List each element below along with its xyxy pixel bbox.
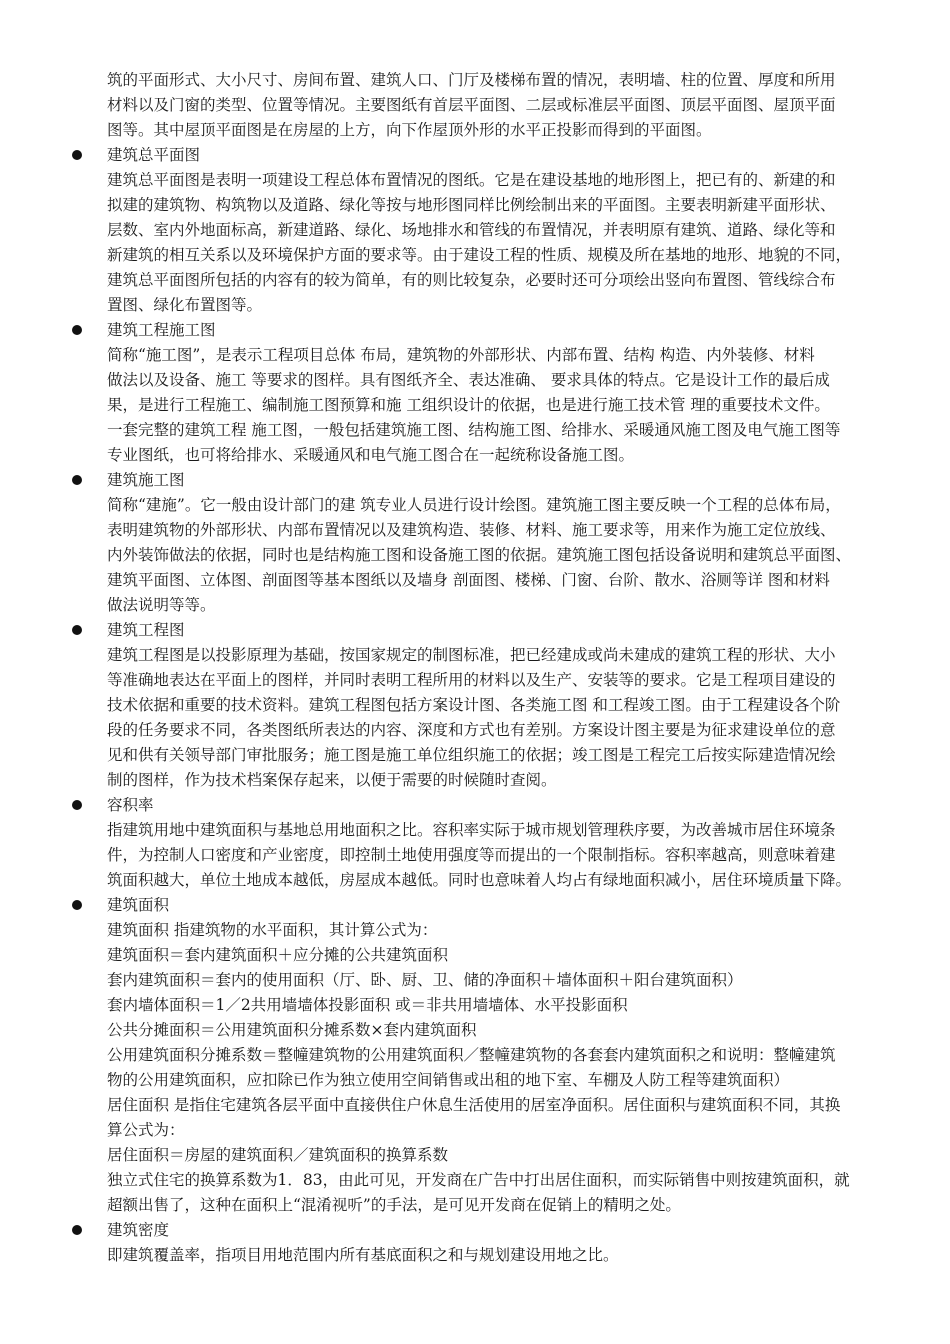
section-heading: 建筑工程施工图 <box>107 321 216 339</box>
section-heading: 建筑施工图 <box>107 471 185 489</box>
section-building-area <box>0 893 950 1214</box>
section-body <box>107 343 907 468</box>
text-line: 置图、绿化布置图等。 <box>107 296 263 314</box>
text-line: 超额出售了，这种在面积上“混淆视听”的手法，是可见开发商在促销上的精明之处。 <box>107 1196 681 1214</box>
text-line: 新建筑的相互关系以及环境保护方面的要求等。由于建设工程的性质、规模及所在基地的地形、地貌的不同， <box>107 246 852 264</box>
section-body <box>107 168 907 318</box>
text-line: 建筑面积＝套内建筑面积＋应分摊的公共建筑面积 <box>107 946 449 964</box>
section-heading: 建筑工程图 <box>107 621 185 639</box>
text-line: 筑面积越大，单位土地成本越低，房屋成本越低。同时也意味着人均占有绿地面积减小，居住环境质量下降。 <box>107 871 852 889</box>
text-line: 指建筑用地中建筑面积与基地总用地面积之比。容积率实际于城市规划管理秩序要，为改善城市居住环境条 <box>107 821 836 839</box>
text-line: 居住面积＝房屋的建筑面积／建筑面积的换算系数 <box>107 1146 449 1164</box>
text-line: 层数、室内外地面标高，新建道路、绿化、场地排水和管线的布置情况，并表明原有建筑、道路、绿化等和 <box>107 221 836 239</box>
text-line: 公用建筑面积分摊系数＝整幢建筑物的公用建筑面积／整幢建筑物的各套套内建筑面积之和说明：整幢建筑 <box>107 1046 836 1064</box>
section-engineering-drawings <box>0 618 950 789</box>
text-line: 一套完整的建筑工程 施工图，一般包括建筑施工图、结构施工图、给排水、采暖通风施工图及电气施工图等 <box>107 421 841 439</box>
text-line: 简称“施工图”，是表示工程项目总体 布局，建筑物的外部形状、内部布置、结构 构造、内外装修、材料 <box>107 346 815 364</box>
bullet-icon <box>72 325 82 335</box>
text-line: 件，为控制人口密度和产业密度，即控制土地使用强度等而提出的一个限制指标。容积率越高，则意味着建 <box>107 846 836 864</box>
text-line: 物的公用建筑面积，应扣除已作为独立使用空间销售或出租的地下室、车棚及人防工程等建筑面积） <box>107 1071 790 1089</box>
bullet-icon <box>72 625 82 635</box>
text-line: 建筑平面图、立体图、剖面图等基本图纸以及墙身 剖面图、楼梯、门窗、台阶、散水、浴厕等详 图和材料 <box>107 571 830 589</box>
text-line: 套内建筑面积＝套内的使用面积（厅、卧、厨、卫、储的净面积＋墙体面积＋阳台建筑面积） <box>107 971 743 989</box>
bullet-icon <box>72 475 82 485</box>
text-line: 做法以及设备、施工 等要求的图样。具有图纸齐全、表达准确、 要求具体的特点。它是设计工作的最后成 <box>107 371 830 389</box>
text-line: 专业图纸，也可将给排水、采暖通风和电气施工图合在一起统称设备施工图。 <box>107 446 635 464</box>
text-line: 拟建的建筑物、构筑物以及道路、绿化等按与地形图同样比例绘制出来的平面图。主要表明新建平面形状、 <box>107 196 836 214</box>
section-body <box>107 643 907 793</box>
bullet-icon <box>72 150 82 160</box>
section-heading: 建筑密度 <box>107 1221 170 1239</box>
text-line: 居住面积 是指住宅建筑各层平面中直接供住户休息生活使用的居室净面积。居住面积与建筑面积不同，其换 <box>107 1096 841 1114</box>
text-line: 等准确地表达在平面上的图样，并同时表明工程所用的材料以及生产、安装等的要求。它是工程项目建设的 <box>107 671 836 689</box>
section-heading: 建筑面积 <box>107 896 170 914</box>
section-site-plan <box>0 143 950 314</box>
section-heading: 建筑总平面图 <box>107 146 201 164</box>
text-line: 图等。其中屋顶平面图是在房屋的上方，向下作屋顶外形的水平正投影而得到的平面图。 <box>107 121 712 139</box>
text-line: 表明建筑物的外部形状、内部布置情况以及建筑构造、装修、材料、施工要求等，用来作为施工定位放线、 <box>107 521 836 539</box>
section-body <box>107 493 907 618</box>
text-line: 建筑面积 指建筑物的水平面积，其计算公式为： <box>107 921 438 939</box>
text-line: 建筑总平面图所包括的内容有的较为简单，有的则比较复杂，必要时还可分项绘出竖向布置图、管线综合布 <box>107 271 836 289</box>
section-construction-drawings <box>0 318 950 464</box>
intro-paragraph <box>107 68 907 143</box>
section-floor-area-ratio <box>0 793 950 889</box>
section-body <box>107 818 907 893</box>
text-line: 果，是进行工程施工、编制施工图预算和施 工组织设计的依据，也是进行施工技术管 理的重要技术文件。 <box>107 396 830 414</box>
bullet-icon <box>72 800 82 810</box>
text-line: 即建筑覆盖率，指项目用地范围内所有基底面积之和与规划建设用地之比。 <box>107 1246 619 1264</box>
text-line: 内外装饰做法的依据，同时也是结构施工图和设备施工图的依据。建筑施工图包括设备说明和建筑总平面图、 <box>107 546 852 564</box>
section-architectural-drawings <box>0 468 950 614</box>
text-line: 材料以及门窗的类型、位置等情况。主要图纸有首层平面图、二层或标准层平面图、顶层平面图、屋顶平面 <box>107 96 836 114</box>
bullet-icon <box>72 900 82 910</box>
section-building-density <box>0 1218 950 1264</box>
section-heading: 容积率 <box>107 796 154 814</box>
text-line: 独立式住宅的换算系数为1．83，由此可见，开发商在广告中打出居住面积，而实际销售中则按建筑面积，就 <box>107 1171 850 1189</box>
text-line: 做法说明等等。 <box>107 596 216 614</box>
text-line: 见和供有关领导部门审批服务；施工图是施工单位组织施工的依据；竣工图是工程完工后按实际建造情况绘 <box>107 746 836 764</box>
text-line: 制的图样，作为技术档案保存起来，以便于需要的时候随时查阅。 <box>107 771 557 789</box>
bullet-icon <box>72 1225 82 1235</box>
text-line: 建筑工程图是以投影原理为基础，按国家规定的制图标准，把已经建成或尚未建成的建筑工程的形状、大小 <box>107 646 836 664</box>
text-line: 段的任务要求不同，各类图纸所表达的内容、深度和方式也有差别。方案设计图主要是为征求建设单位的意 <box>107 721 836 739</box>
text-line: 简称“建施”。它一般由设计部门的建 筑专业人员进行设计绘图。建筑施工图主要反映一个工程的总体布局， <box>107 496 841 514</box>
text-line: 算公式为： <box>107 1121 185 1139</box>
text-line: 技术依据和重要的技术资料。建筑工程图包括方案设计图、各类施工图 和工程竣工图。由于工程建设各个阶 <box>107 696 841 714</box>
text-line: 筑的平面形式、大小尺寸、房间布置、建筑人口、门厅及楼梯布置的情况，表明墙、柱的位置、厚度和所用 <box>107 71 836 89</box>
text-line: 公共分摊面积＝公用建筑面积分摊系数×套内建筑面积 <box>107 1021 477 1039</box>
section-body <box>107 1243 907 1268</box>
text-line: 套内墙体面积＝1／2共用墙墙体投影面积 或＝非共用墙墙体、水平投影面积 <box>107 996 628 1014</box>
text-line: 建筑总平面图是表明一项建设工程总体布置情况的图纸。它是在建设基地的地形图上，把已有的、新建的和 <box>107 171 836 189</box>
section-body <box>107 918 907 1218</box>
